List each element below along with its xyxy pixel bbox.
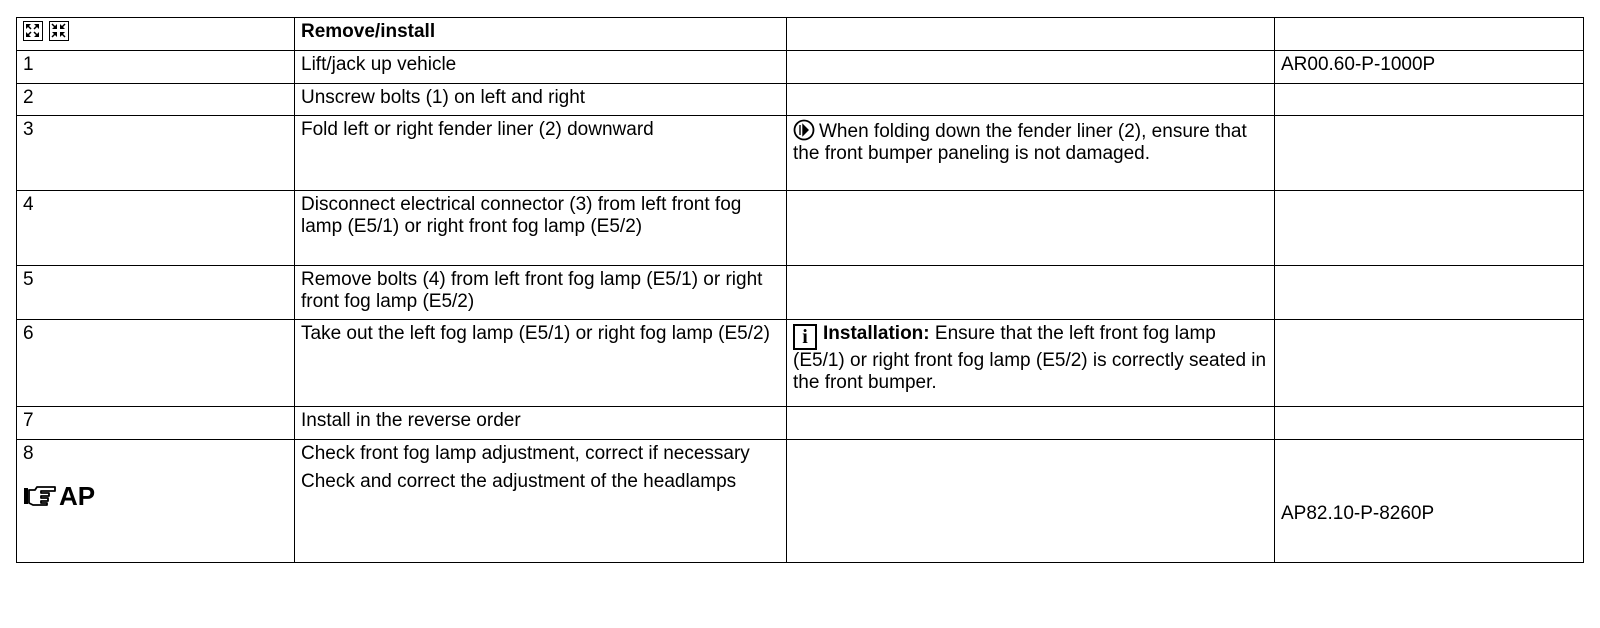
- table-row: [17, 407, 1584, 440]
- table-row: [17, 266, 1584, 320]
- installation-label: Installation:: [823, 323, 930, 344]
- step-note: [787, 407, 1275, 440]
- step-ref: [1275, 407, 1584, 440]
- step-number: 8: [23, 443, 34, 464]
- table-row: [17, 84, 1584, 116]
- step-number: 1: [17, 51, 295, 84]
- step-note: [787, 440, 1275, 563]
- step-note: [787, 266, 1275, 320]
- step-number: 3: [17, 116, 295, 191]
- step-note: [787, 191, 1275, 266]
- procedure-table: [16, 17, 1584, 563]
- step-number: 2: [17, 84, 295, 116]
- step-text-cell: [295, 440, 787, 563]
- table-row: [17, 116, 1584, 191]
- step-number: 6: [17, 320, 295, 407]
- step-note: [787, 116, 1275, 191]
- header-ref-cell: [1275, 18, 1584, 51]
- table-header-row: [17, 18, 1584, 51]
- table-row: [17, 320, 1584, 407]
- expand-icon[interactable]: [23, 21, 43, 41]
- step-text: Fold left or right fender liner (2) downward: [295, 116, 787, 191]
- step-note: [787, 51, 1275, 84]
- header-title: Remove/install: [295, 18, 787, 51]
- ap-marker[interactable]: [23, 483, 288, 509]
- header-note-cell: [787, 18, 1275, 51]
- table-row: [17, 440, 1584, 563]
- step-text: Install in the reverse order: [295, 407, 787, 440]
- header-icons-cell: [17, 18, 295, 51]
- step-ref: [1275, 266, 1584, 320]
- table-row: [17, 51, 1584, 84]
- step-ref: [1275, 84, 1584, 116]
- installation-note-text: Ensure that the left front fog lamp (E5/1) or right front fog lamp (E5/2) is correctly seated in the front bumper.: [793, 323, 1267, 393]
- step-ref: [1275, 191, 1584, 266]
- step-text: Take out the left fog lamp (E5/1) or right fog lamp (E5/2): [295, 320, 787, 407]
- pointing-hand-icon: [23, 484, 57, 508]
- step-ref-link[interactable]: AR00.60-P-1000P: [1275, 51, 1584, 84]
- caution-icon: [793, 119, 815, 141]
- step-number-cell: [17, 440, 295, 563]
- substep-ref-link[interactable]: AP82.10-P-8260P: [1281, 503, 1435, 524]
- step-ref-cell: [1275, 440, 1584, 563]
- ap-label: AP: [59, 481, 96, 511]
- step-note: [787, 84, 1275, 116]
- caution-note-text: When folding down the fender liner (2), ensure that the front bumper paneling is not damaged.: [793, 121, 1247, 164]
- collapse-icon[interactable]: [49, 21, 69, 41]
- step-text: Lift/jack up vehicle: [295, 51, 787, 84]
- step-note: [787, 320, 1275, 407]
- step-ref: [1275, 320, 1584, 407]
- step-text: Check front fog lamp adjustment, correct if necessary: [301, 443, 750, 464]
- step-text: Disconnect electrical connector (3) from left front fog lamp (E5/1) or right front fog lamp (E5/2): [295, 191, 787, 266]
- step-number: 5: [17, 266, 295, 320]
- step-number: 7: [17, 407, 295, 440]
- step-text: Remove bolts (4) from left front fog lamp (E5/1) or right front fog lamp (E5/2): [295, 266, 787, 320]
- step-ref: [1275, 116, 1584, 191]
- substep-text: Check and correct the adjustment of the headlamps: [301, 471, 737, 492]
- step-number: 4: [17, 191, 295, 266]
- info-icon: i: [793, 324, 817, 350]
- table-row: [17, 191, 1584, 266]
- step-text: Unscrew bolts (1) on left and right: [295, 84, 787, 116]
